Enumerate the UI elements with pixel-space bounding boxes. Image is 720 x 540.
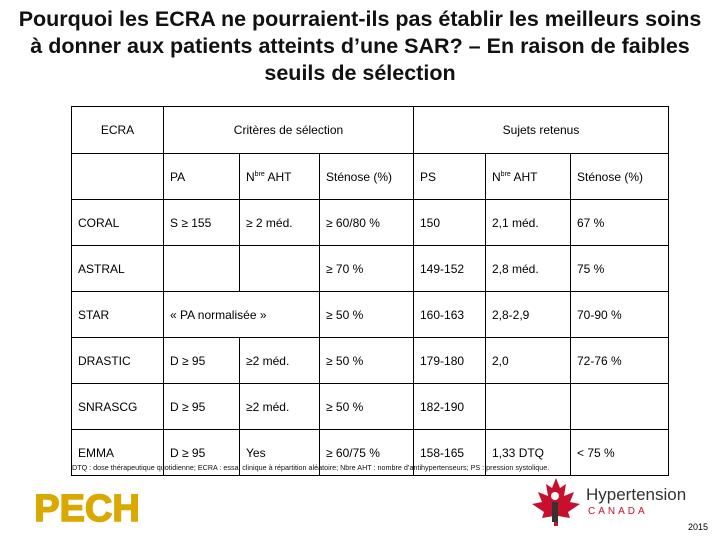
cell-stenose: ≥ 50 % xyxy=(320,338,414,384)
aht-label: AHT xyxy=(264,169,292,184)
cell-ps: 149-152 xyxy=(414,246,486,292)
table-row xyxy=(72,384,669,430)
cell-name: ASTRAL xyxy=(72,246,164,292)
nbre-prefix: N xyxy=(246,169,255,184)
cell-pa: D ≥ 95 xyxy=(164,384,240,430)
header-stenose-2: Sténose (%) xyxy=(571,154,669,200)
header-empty xyxy=(72,154,164,200)
header-nbre-aht xyxy=(240,154,320,200)
header-ps: PS xyxy=(414,154,486,200)
header-criteres: Critères de sélection xyxy=(164,107,414,154)
cell-ps: 182-190 xyxy=(414,384,486,430)
cell-name: STAR xyxy=(72,292,164,338)
cell-stenose-2: 72-76 % xyxy=(571,338,669,384)
cell-aht-2: 2,1 méd. xyxy=(486,200,571,246)
cell-aht xyxy=(240,246,320,292)
cell-aht-2: 2,0 xyxy=(486,338,571,384)
cell-name: DRASTIC xyxy=(72,338,164,384)
cell-stenose-2: < 75 % xyxy=(571,430,669,476)
canada-label: CANADA xyxy=(588,506,648,517)
cell-aht-2: 2,8 méd. xyxy=(486,246,571,292)
table-row xyxy=(72,246,669,292)
table-row xyxy=(72,200,669,246)
maple-leaf-icon xyxy=(528,476,584,528)
cell-pa: D ≥ 95 xyxy=(164,430,240,476)
cell-pa-merged: « PA normalisée » xyxy=(164,292,320,338)
table-row xyxy=(72,338,669,384)
nbre-sup: bre xyxy=(254,170,265,178)
cell-name: SNRASCG xyxy=(72,384,164,430)
cell-ps: 158-165 xyxy=(414,430,486,476)
table-sub-header-row xyxy=(72,154,669,200)
selection-table xyxy=(71,106,669,476)
cell-name: EMMA xyxy=(72,430,164,476)
cell-name: CORAL xyxy=(72,200,164,246)
cell-stenose-2: 70-90 % xyxy=(571,292,669,338)
nbre2-sup: bre xyxy=(500,170,511,178)
cell-aht: ≥ 2 méd. xyxy=(240,200,320,246)
cell-stenose-2: 67 % xyxy=(571,200,669,246)
cell-aht: ≥2 méd. xyxy=(240,338,320,384)
cell-stenose-2 xyxy=(571,384,669,430)
title-line-3: seuils de sélection xyxy=(264,61,456,85)
table-row xyxy=(72,292,669,338)
pech-logo-text: PECH xyxy=(34,488,140,530)
table-group-header-row xyxy=(72,107,669,154)
hypertension-label: Hypertension xyxy=(586,485,687,504)
aht2-label: AHT xyxy=(510,169,538,184)
header-pa: PA xyxy=(164,154,240,200)
cell-aht-2: 2,8-2,9 xyxy=(486,292,571,338)
header-ecra: ECRA xyxy=(72,107,164,154)
cell-pa xyxy=(164,246,240,292)
cell-aht: ≥2 méd. xyxy=(240,384,320,430)
title-line-1: Pourquoi les ECRA ne pourraient-ils pas établir les meilleurs soins xyxy=(18,7,702,31)
slide-title xyxy=(0,6,720,87)
pech-logo xyxy=(34,483,140,530)
cell-ps: 179-180 xyxy=(414,338,486,384)
cell-stenose: ≥ 60/80 % xyxy=(320,200,414,246)
cell-stenose: ≥ 50 % xyxy=(320,384,414,430)
cell-pa: D ≥ 95 xyxy=(164,338,240,384)
nbre2-prefix: N xyxy=(492,169,501,184)
cell-ps: 160-163 xyxy=(414,292,486,338)
year-label: 2015 xyxy=(687,522,708,532)
cell-aht-2 xyxy=(486,384,571,430)
cell-stenose-2: 75 % xyxy=(571,246,669,292)
cell-stenose: ≥ 50 % xyxy=(320,292,414,338)
cell-aht-2: 1,33 DTQ xyxy=(486,430,571,476)
header-stenose: Sténose (%) xyxy=(320,154,414,200)
title-line-2: à donner aux patients atteints d’une SAR? – En raison de faibles xyxy=(30,34,690,58)
cell-pa: S ≥ 155 xyxy=(164,200,240,246)
cell-ps: 150 xyxy=(414,200,486,246)
cell-aht: Yes xyxy=(240,430,320,476)
cell-stenose: ≥ 70 % xyxy=(320,246,414,292)
cell-stenose: ≥ 60/75 % xyxy=(320,430,414,476)
footnote: DTQ : dose thérapeutique quotidienne; ECRA : essai clinique à répartition aléatoire; Nbre AHT : nombre d’antihypertenseurs; PS : pression systolique. xyxy=(72,463,550,472)
header-sujets: Sujets retenus xyxy=(414,107,669,154)
header-nbre-aht-2 xyxy=(486,154,571,200)
